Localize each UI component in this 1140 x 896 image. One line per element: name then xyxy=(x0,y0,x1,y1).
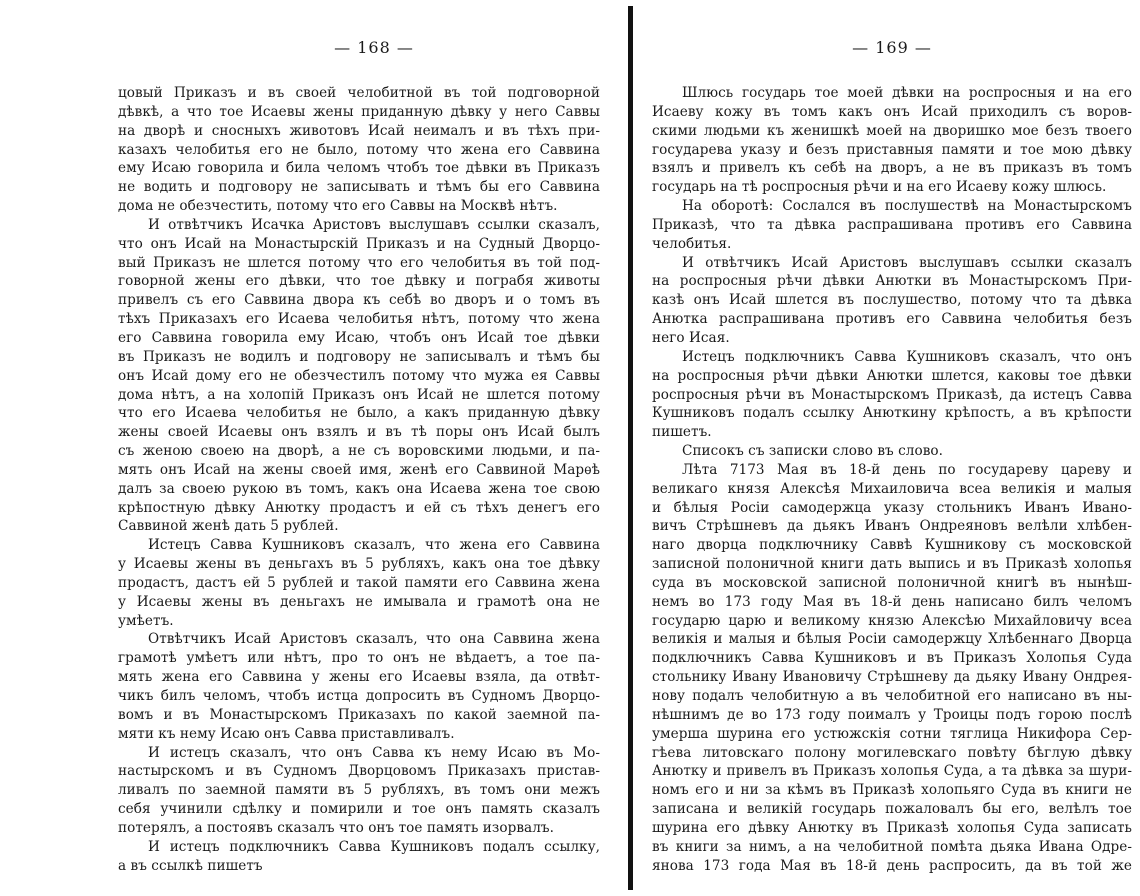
text-line: чикъ билъ челомъ, чтобъ истца допросить въ Судномъ Дворцо- xyxy=(118,688,600,704)
text-line: Истецъ Савва Кушниковъ сказалъ, что жена его Саввина xyxy=(148,537,600,554)
text-line: Лѣта 7173 Мая въ 18-й день по государеву цареву и xyxy=(682,461,1132,478)
text-line: Списокъ съ записки слово въ слово. xyxy=(682,443,944,460)
text-line: на дворѣ и сносныхъ животовъ Исай неималъ и въ тѣхъ при- xyxy=(118,122,600,139)
text-line: дѣвкѣ, а что тое Исаевы жены приданную дѣвку у него Саввы xyxy=(118,103,600,120)
text-line: наго дворца подключнику Саввѣ Кушникову съ московской xyxy=(652,537,1132,554)
text-line: гѣева литовскаго полону могилевскаго повѣту бѣглую дѣвку xyxy=(652,744,1132,761)
text-line: говорной жены его дѣвки, что тое дѣвку и пограбя животы xyxy=(118,273,600,290)
text-line: въ книги за нимъ, а на челобитной помѣта дьяка Ивана Одре- xyxy=(652,838,1132,855)
text-line: И отвѣтчикъ Исачка Аристовъ выслушавъ ссылки сказалъ, xyxy=(148,216,600,233)
text-line: И истецъ сказалъ, что онъ Савва къ нему Исаю въ Мо- xyxy=(148,744,600,761)
text-line: ливалъ по заемной памяти въ 5 рубляхъ, въ томъ они межъ xyxy=(118,782,600,799)
text-line: въ Приказъ не водилъ и подговору не записывалъ и тѣмъ бы xyxy=(118,348,600,365)
text-line: записана и великій государь пожаловалъ бы его, велѣлъ тое xyxy=(652,801,1132,818)
text-line: не водить и подговору не записывать и тѣмъ бы его Саввина xyxy=(118,179,600,196)
text-line: великаго князя Алексѣя Михаиловича всеа великія и малыя xyxy=(652,480,1132,497)
text-line: что онъ Исай на Монастырскій Приказъ и на Судный Дворцо- xyxy=(118,235,600,252)
text-line: казѣ онъ Исай шлется въ послушество, потому что та дѣвка xyxy=(652,292,1132,309)
text-line: На оборотѣ: Сослался въ послушествѣ на Монастырскомъ xyxy=(682,198,1132,215)
text-line: Шлюсь государь тое моей дѣвки на роспросныя и на его xyxy=(682,85,1132,101)
text-line: казахъ челобитья его не было, потому что жена его Саввина xyxy=(118,141,600,158)
text-line: тѣхъ Приказахъ его Исаева челобитья нѣтъ, потому что жена xyxy=(118,311,600,328)
text-line: государева указу и безъ приставныя памяти и тое мою дѣвку xyxy=(652,141,1132,158)
text-line: крѣпостную дѣвку Анютку продастъ и ей съ тѣхъ денегъ его xyxy=(118,499,600,516)
text-line: съ женою своею на дворѣ, а не съ воровскими людьми, и па- xyxy=(118,443,600,460)
text-line: Анютку и привелъ въ Приказъ холопья Суда, а та дѣвка за шури- xyxy=(652,763,1132,780)
text-line: И отвѣтчикъ Исай Аристовъ выслушавъ ссылки сказалъ xyxy=(682,254,1132,271)
page-body xyxy=(652,84,1132,875)
text-line: на роспросныя рѣчи дѣвки Анютки шлется, каковы тое дѣвки xyxy=(652,367,1132,384)
text-line: Анютка распрашивана противъ его Саввина челобитья безъ xyxy=(652,311,1132,328)
text-line: взялъ и привелъ къ себѣ на дворъ, а не въ приказъ въ томъ xyxy=(652,160,1132,177)
text-line: ему Исаю говорила и била челомъ чтобъ тое дѣвки въ Приказъ xyxy=(118,160,600,177)
text-line: роспросныя рѣчи въ Монастырскомъ Приказѣ, да истецъ Савва xyxy=(652,386,1132,403)
text-line: Отвѣтчикъ Исай Аристовъ сказалъ, что она Саввина жена xyxy=(148,631,600,648)
text-line: подключникъ Савва Кушниковъ и въ Приказъ Холопья Суда xyxy=(652,650,1132,667)
text-line: умерша шурина его устюжскія сотни тяглица Никифора Сер- xyxy=(652,725,1132,742)
text-line: что его Исаева челобитья не было, а какъ приданную дѣвку xyxy=(118,405,600,422)
text-line: мяти къ нему Исаю онъ Савва приставливалъ. xyxy=(118,725,455,742)
text-line: него Исая. xyxy=(652,329,730,346)
text-line: янова 173 года Мая въ 18-й день распросить, да въ той же xyxy=(652,857,1132,874)
text-line: привелъ съ его Саввина двора къ себѣ во дворъ и о томъ въ xyxy=(118,292,600,309)
text-line: продастъ, дастъ ей 5 рублей и такой памяти его Саввина жена xyxy=(118,574,600,591)
text-line: дома не обезчестить, потому что его Саввы на Москвѣ нѣтъ. xyxy=(118,198,558,215)
page-body xyxy=(118,84,600,875)
text-line: скими людьми къ женишкѣ моей на дворишко мое безъ твоего xyxy=(652,122,1132,139)
text-line: цовый Приказъ и въ своей челобитной въ той подговорной xyxy=(118,85,600,101)
text-line: Исаеву кожу въ томъ какъ онъ Исай приходилъ съ воров- xyxy=(652,103,1132,120)
text-line: челобитья. xyxy=(652,235,732,252)
text-line: номъ его и ни за кѣмъ въ Приказѣ холопьяго Суда въ книги не xyxy=(652,782,1132,799)
text-line: суда въ московской записной полоничной книгѣ въ нынѣш- xyxy=(652,574,1132,591)
text-line: великія и малыя и бѣлыя Росіи самодержцу Хлѣбеннаго Дворца xyxy=(652,631,1132,648)
binding-gutter xyxy=(628,6,633,890)
text-line: у Исаевы жены въ деньгахъ не имывала и грамотѣ она не xyxy=(118,593,600,610)
text-line: далъ за своею рукою въ томъ, какъ она Исаева жена тое свою xyxy=(118,480,600,497)
text-line: грамотѣ умѣетъ или нѣтъ, про то онъ не вѣдаетъ, а тое па- xyxy=(118,650,600,667)
text-line: И истецъ подключникъ Савва Кушниковъ подалъ ссылку, xyxy=(148,838,600,855)
text-line: Кушниковъ подалъ ссылку Анюткину крѣпость, а въ крѣпости xyxy=(652,405,1132,422)
text-line: жены своей Исаевы онъ взялъ и въ тѣ поры онъ Исай былъ xyxy=(118,424,600,441)
page-number: — 168 — xyxy=(334,38,414,57)
text-line: вомъ и въ Монастырскомъ Приказахъ по какой заемной па- xyxy=(118,706,600,723)
text-line: на роспросныя рѣчи дѣвки Анютки въ Монастырскомъ При- xyxy=(652,273,1132,290)
text-line: немъ во 173 году Мая въ 18-й день написано билъ челомъ xyxy=(652,593,1132,610)
text-line: государь на тѣ роспросныя рѣчи и на его Исаеву кожу шлюсь. xyxy=(652,179,1107,196)
text-line: мять онъ Исай на жены своей имя, женѣ его Саввиной Марѳѣ xyxy=(118,461,600,478)
text-line: нову подалъ челобитную а въ челобитной его написано въ ны- xyxy=(652,688,1132,704)
text-line: стольнику Ивану Ивановичу Стрѣшневу да дьяку Ивану Ондрея- xyxy=(652,669,1132,686)
text-line: государю царю и великому князю Алексѣю Михайловичу всеа xyxy=(652,612,1132,629)
text-line: онъ Исай дому его не обезчестилъ потому что мужа ея Саввы xyxy=(118,367,600,384)
text-line: записной полоничной книги дать выпись и въ Приказѣ холопья xyxy=(652,556,1132,573)
text-line: и бѣлыя Росіи самодержца указу стольникъ Иванъ Ивано- xyxy=(652,499,1132,516)
text-line: его Саввина говорила ему Исаю, чтобъ онъ Исай тое дѣвки xyxy=(118,329,600,346)
text-line: потерялъ, а постоявъ сказалъ что онъ тое память изорвалъ. xyxy=(118,819,554,836)
page-right xyxy=(640,0,1140,896)
text-line: настырскомъ и въ Судномъ Дворцовомъ Приказахъ пристав- xyxy=(118,763,600,780)
text-line: Саввиной женѣ дать 5 рублей. xyxy=(118,518,339,535)
text-line: у Исаевы жены въ деньгахъ въ 5 рубляхъ, какъ она тое дѣвку xyxy=(118,556,600,573)
text-line: Истецъ подключникъ Савва Кушниковъ сказалъ, что онъ xyxy=(682,348,1132,365)
text-line: вичъ Стрѣшневъ да дьякъ Иванъ Ондреяновъ велѣли хлѣбен- xyxy=(652,518,1132,535)
text-line: пишетъ. xyxy=(652,424,712,441)
text-line: вый Приказъ не шлется потому что его челобитья въ той под- xyxy=(118,254,600,271)
page-number: — 169 — xyxy=(852,38,932,57)
text-line: себя учинили сдѣлку и помирили и тое онъ память сказалъ xyxy=(118,801,600,818)
text-line: Приказѣ, что та дѣвка распрашивана противъ его Саввина xyxy=(652,216,1132,233)
text-line: дома нѣтъ, а на холопій Приказъ онъ Исай не шлется потому xyxy=(118,386,600,403)
text-line: шурина его дѣвку Анютку въ Приказѣ холопья Суда записать xyxy=(652,819,1132,836)
text-line: мять жена его Саввина у жены его Исаевы взяла, да отвѣт- xyxy=(118,669,600,686)
text-line: нѣшнимъ де во 173 году поималъ у Троицы подъ горою послѣ xyxy=(652,706,1132,723)
text-line: а въ ссылкѣ пишетъ xyxy=(118,857,263,874)
text-line: умѣетъ. xyxy=(118,612,174,629)
